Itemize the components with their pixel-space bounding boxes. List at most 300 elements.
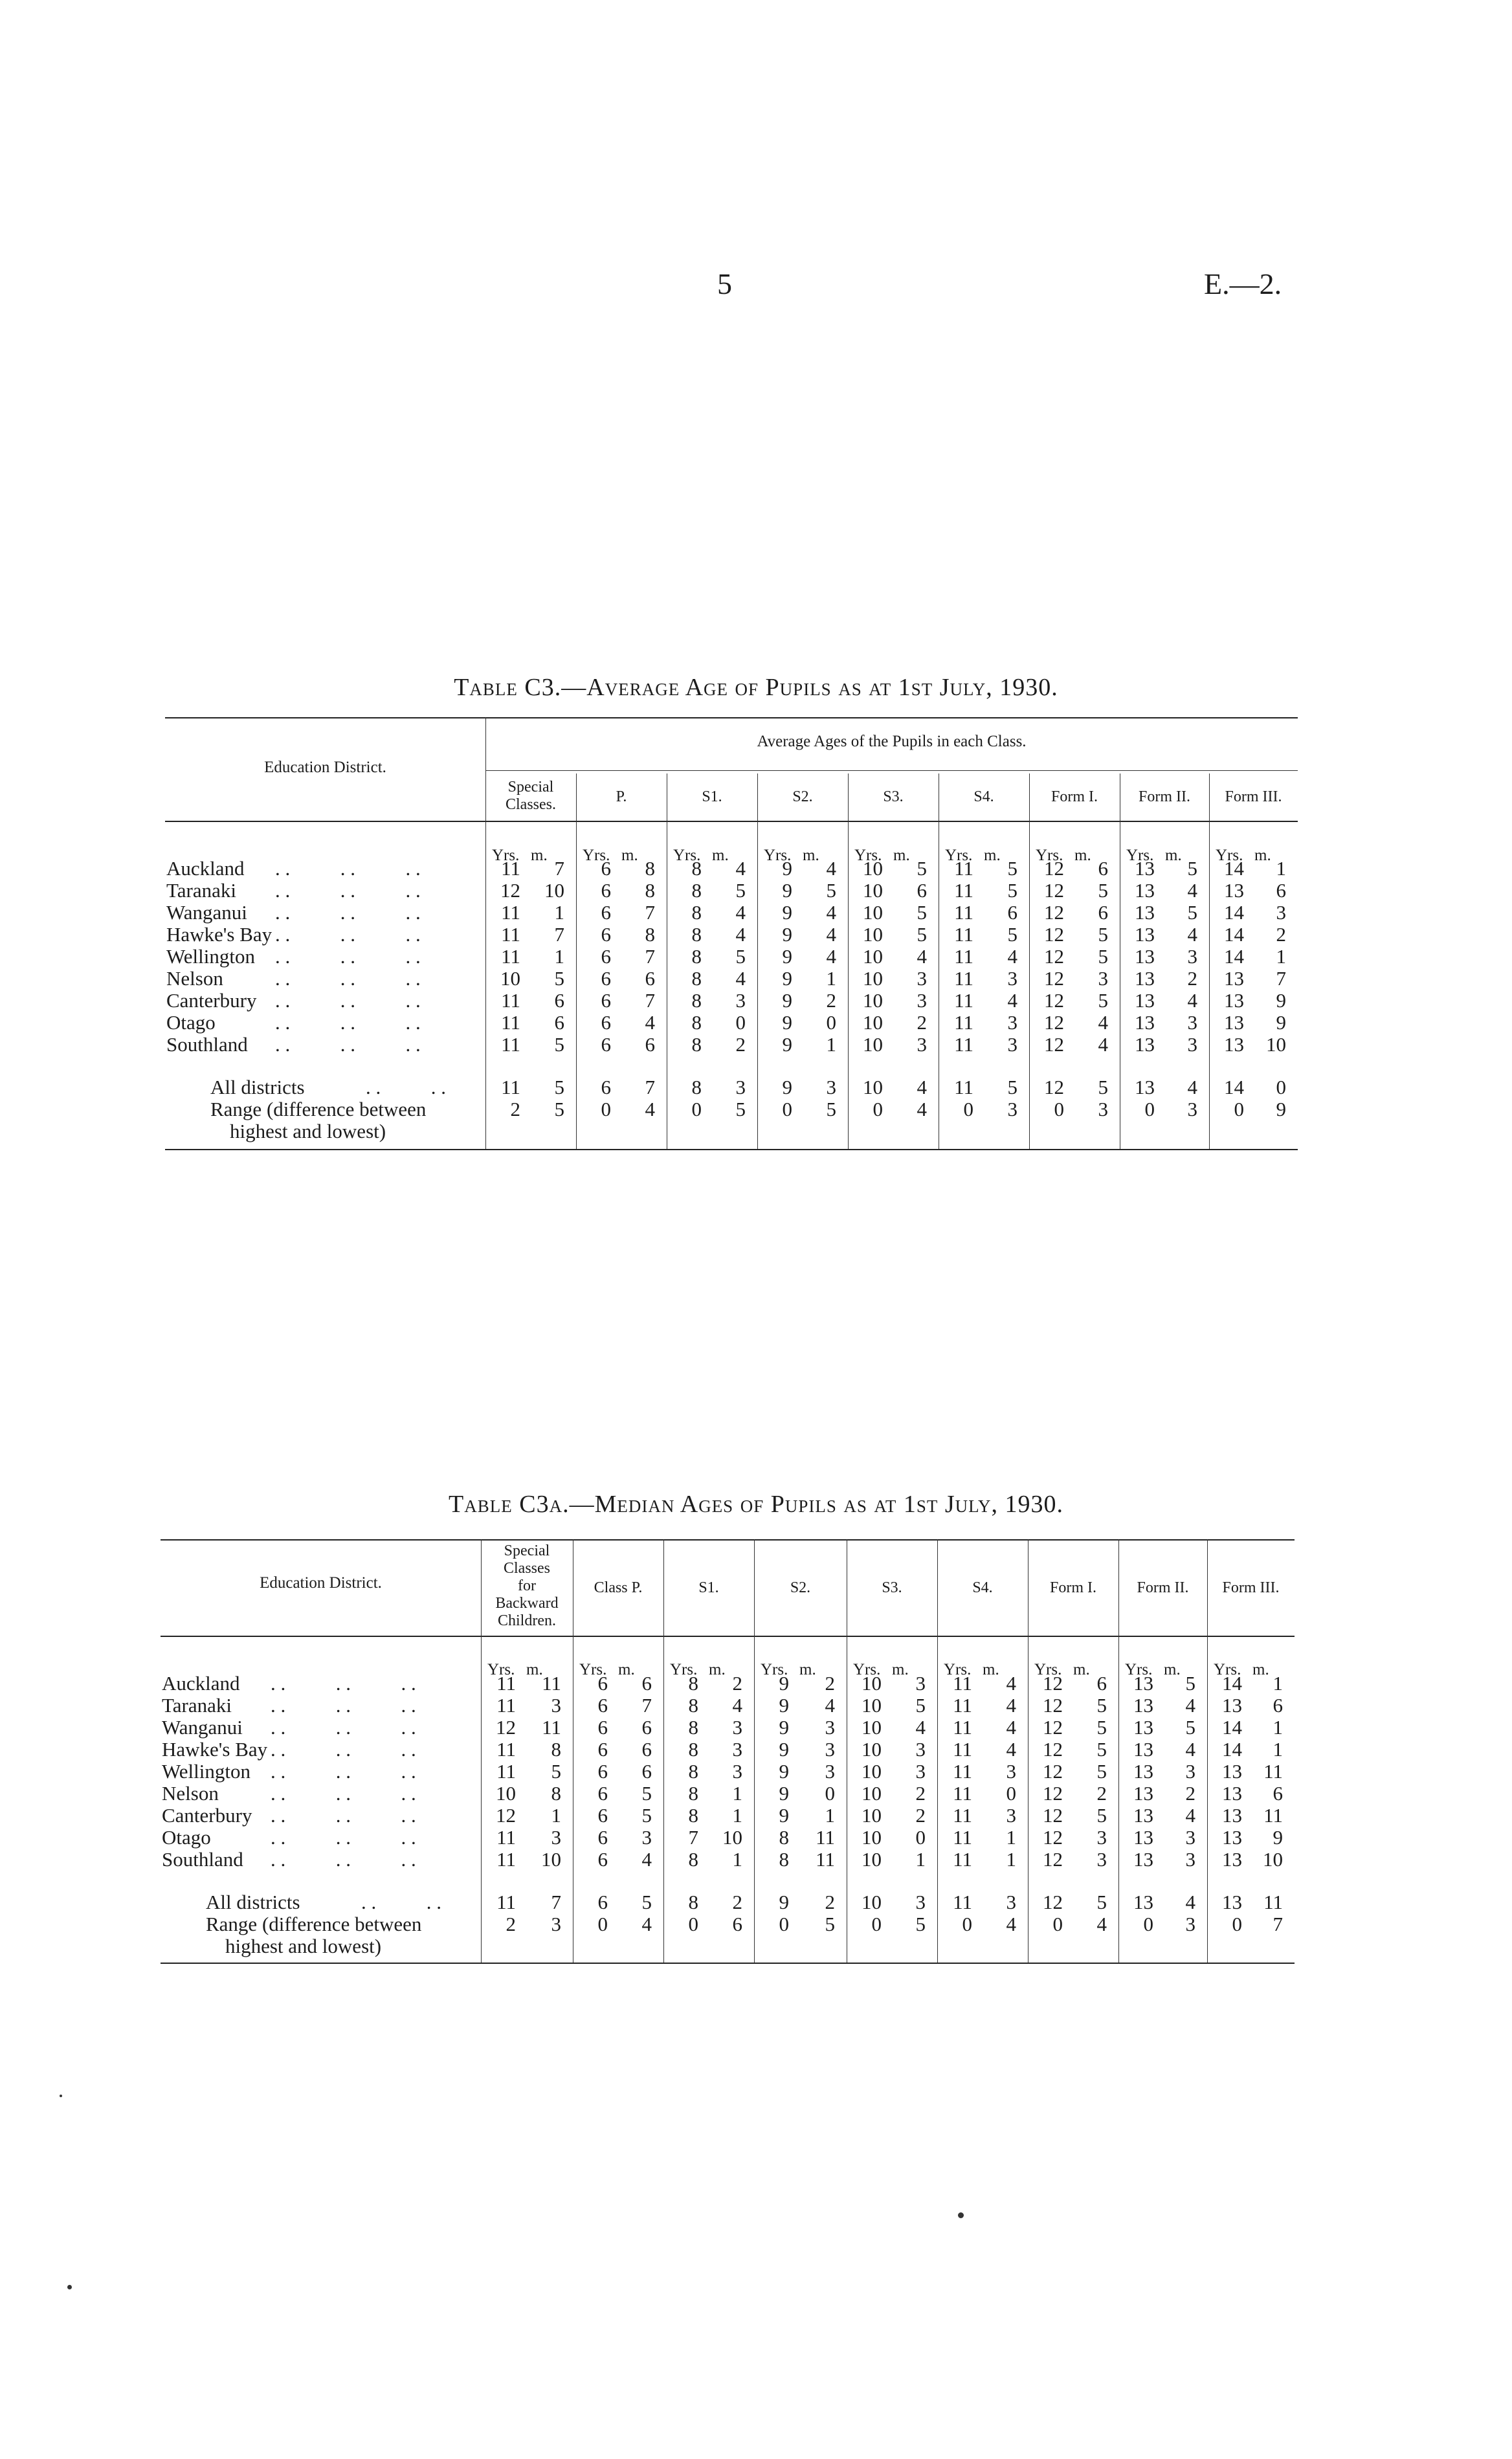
years-value: 10 [863, 945, 883, 968]
column-header [937, 1579, 1028, 1597]
months-value: 5 [1187, 901, 1197, 924]
months-value: 11 [1263, 1804, 1283, 1827]
years-value: 14 [1224, 923, 1244, 946]
years-value: 11 [953, 1804, 972, 1827]
column-divider [757, 773, 758, 1149]
months-value: 3 [732, 1760, 742, 1783]
months-value: 5 [735, 879, 746, 902]
column-header [1120, 788, 1209, 806]
months-value: 5 [826, 1098, 836, 1120]
column-header-line: S2. [792, 788, 813, 805]
district-name: Hawke's Bay [166, 923, 272, 946]
months-value: 6 [1096, 1672, 1107, 1695]
unit-years: Yrs. [944, 1661, 972, 1678]
years-value: 0 [1143, 1913, 1153, 1935]
column-header [1209, 788, 1298, 806]
years-value: 8 [691, 901, 702, 924]
scan-speck [60, 2095, 62, 2097]
district-name: Otago [162, 1826, 211, 1849]
leader-dots: . . . . . . [275, 923, 421, 946]
months-value: 3 [917, 989, 927, 1012]
months-value: 5 [1096, 1694, 1107, 1717]
months-value: 9 [1276, 989, 1286, 1012]
months-value: 0 [735, 1011, 746, 1034]
years-value: 9 [779, 1804, 789, 1827]
page-code: E.—2. [1204, 267, 1282, 300]
months-value: 3 [1185, 1826, 1195, 1849]
years-value: 12 [500, 879, 520, 902]
leader-dots: . . . . . . [271, 1694, 416, 1717]
years-value: 13 [1133, 1891, 1153, 1913]
months-value: 5 [1007, 879, 1017, 902]
months-value: 3 [732, 1716, 742, 1739]
years-value: 12 [1044, 1033, 1064, 1056]
months-value: 3 [915, 1672, 926, 1695]
months-value: 6 [1098, 857, 1108, 880]
months-value: 2 [1276, 923, 1286, 946]
months-value: 5 [1098, 923, 1108, 946]
months-value: 3 [1098, 1098, 1108, 1120]
unit-months: m. [1164, 1661, 1181, 1678]
years-value: 9 [782, 967, 792, 990]
bottom-rule [165, 1149, 1298, 1150]
leader-dots: . . . . . . [275, 1011, 421, 1034]
months-value: 1 [1273, 1672, 1283, 1695]
months-value: 1 [1276, 857, 1286, 880]
months-value: 6 [1007, 901, 1017, 924]
months-value: 4 [1185, 1694, 1195, 1717]
months-value: 2 [915, 1804, 926, 1827]
top-rule [165, 717, 1298, 718]
years-value: 6 [597, 1760, 608, 1783]
unit-months: m. [531, 847, 548, 864]
months-value: 5 [641, 1804, 652, 1827]
months-value: 5 [554, 967, 564, 990]
district-name: Hawke's Bay [162, 1738, 268, 1761]
months-value: 6 [645, 1033, 655, 1056]
years-value: 6 [597, 1738, 608, 1761]
column-header-line: S4. [972, 1579, 993, 1596]
months-value: 4 [735, 857, 746, 880]
months-value: 7 [1276, 967, 1286, 990]
years-value: 11 [954, 901, 973, 924]
months-value: 5 [735, 1098, 746, 1120]
months-value: 2 [732, 1672, 742, 1695]
months-value: 7 [554, 857, 564, 880]
unit-months: m. [799, 1661, 816, 1678]
years-value: 8 [688, 1694, 698, 1717]
years-value: 10 [863, 1033, 883, 1056]
months-value: 3 [1187, 1011, 1197, 1034]
years-value: 6 [597, 1891, 608, 1913]
months-value: 3 [1276, 901, 1286, 924]
years-value: 11 [496, 1760, 516, 1783]
years-value: 8 [691, 1011, 702, 1034]
months-value: 4 [1006, 1913, 1016, 1935]
months-value: 2 [825, 1891, 835, 1913]
months-value: 2 [825, 1672, 835, 1695]
years-value: 13 [1133, 1782, 1153, 1805]
years-value: 12 [1043, 1760, 1063, 1783]
years-value: 14 [1224, 1076, 1244, 1098]
months-value: 6 [641, 1738, 652, 1761]
months-value: 5 [825, 1913, 835, 1935]
years-value: 10 [862, 1760, 882, 1783]
years-value: 10 [862, 1848, 882, 1871]
years-value: 12 [1043, 1891, 1063, 1913]
header-rule [161, 1636, 1295, 1637]
years-value: 6 [597, 1672, 608, 1695]
years-value: 13 [1135, 945, 1155, 968]
months-value: 1 [826, 1033, 836, 1056]
years-value: 10 [496, 1782, 516, 1805]
district-name: Wanganui [166, 901, 247, 924]
years-value: 13 [1135, 967, 1155, 990]
top-rule [161, 1539, 1295, 1541]
scan-speck [958, 2212, 964, 2218]
years-value: 13 [1135, 857, 1155, 880]
years-value: 6 [601, 967, 611, 990]
months-value: 9 [1276, 1098, 1286, 1120]
leader-dots: . . . . . . [275, 857, 421, 880]
months-value: 2 [1096, 1782, 1107, 1805]
column-header-line: Form I. [1050, 1579, 1096, 1596]
column-header [848, 788, 939, 806]
months-value: 4 [826, 901, 836, 924]
years-value: 9 [779, 1782, 789, 1805]
column-header-line: Classes [504, 1560, 550, 1577]
months-value: 4 [826, 923, 836, 946]
years-value: 9 [782, 857, 792, 880]
years-value: 8 [688, 1804, 698, 1827]
months-value: 3 [917, 967, 927, 990]
leader-dots: . . . . . . [271, 1716, 416, 1739]
district-name: Taranaki [166, 879, 236, 902]
years-value: 11 [953, 1826, 972, 1849]
years-value: 11 [954, 1033, 973, 1056]
months-value: 4 [1187, 923, 1197, 946]
months-value: 2 [917, 1011, 927, 1034]
column-header [939, 788, 1029, 806]
years-value: 8 [688, 1738, 698, 1761]
months-value: 10 [722, 1826, 742, 1849]
years-value: 11 [954, 857, 973, 880]
column-header-line: Backward [495, 1595, 559, 1612]
scan-speck [67, 2285, 72, 2289]
unit-years: Yrs. [854, 847, 882, 864]
years-value: 6 [601, 1076, 611, 1098]
column-header [576, 788, 667, 806]
district-name: Wanganui [162, 1716, 243, 1739]
unit-months: m. [712, 847, 729, 864]
months-value: 11 [542, 1716, 561, 1739]
years-value: 9 [779, 1672, 789, 1695]
months-value: 5 [641, 1891, 652, 1913]
district-name: Canterbury [166, 989, 257, 1012]
months-value: 7 [1273, 1913, 1283, 1935]
months-value: 3 [1185, 1848, 1195, 1871]
years-value: 0 [688, 1913, 698, 1935]
years-value: 8 [688, 1891, 698, 1913]
column-header [573, 1579, 663, 1597]
column-header [481, 1542, 573, 1630]
years-value: 8 [688, 1848, 698, 1871]
years-value: 12 [496, 1716, 516, 1739]
years-value: 13 [1224, 1033, 1244, 1056]
unit-years: Yrs. [1126, 847, 1154, 864]
months-value: 6 [641, 1716, 652, 1739]
months-value: 4 [826, 857, 836, 880]
leader-dots: . . . . . . [275, 989, 421, 1012]
column-header-line: for [518, 1577, 536, 1594]
months-value: 3 [1006, 1891, 1016, 1913]
months-value: 3 [825, 1738, 835, 1761]
years-value: 6 [597, 1848, 608, 1871]
unit-years: Yrs. [1214, 1661, 1241, 1678]
years-value: 8 [691, 989, 702, 1012]
years-value: 10 [863, 1076, 883, 1098]
years-value: 11 [953, 1694, 972, 1717]
years-value: 9 [782, 879, 792, 902]
years-value: 12 [1043, 1716, 1063, 1739]
months-value: 5 [554, 1033, 564, 1056]
months-value: 4 [1006, 1738, 1016, 1761]
years-value: 0 [601, 1098, 611, 1120]
months-value: 5 [554, 1098, 564, 1120]
years-value: 6 [601, 923, 611, 946]
months-value: 5 [1187, 857, 1197, 880]
months-value: 5 [917, 923, 927, 946]
years-value: 6 [597, 1826, 608, 1849]
years-value: 6 [597, 1804, 608, 1827]
table-title [0, 673, 1512, 702]
unit-months: m. [1254, 847, 1271, 864]
months-value: 8 [645, 923, 655, 946]
months-value: 5 [1096, 1738, 1107, 1761]
unit-years: Yrs. [853, 1661, 881, 1678]
months-value: 3 [917, 1033, 927, 1056]
district-name: Southland [166, 1033, 248, 1056]
months-value: 3 [551, 1826, 561, 1849]
years-value: 2 [510, 1098, 520, 1120]
years-value: 0 [782, 1098, 792, 1120]
unit-years: Yrs. [1125, 1661, 1153, 1678]
column-header-line: S1. [702, 788, 722, 805]
leader-dots: . . . . . . [275, 1033, 421, 1056]
years-value: 13 [1135, 901, 1155, 924]
months-value: 1 [732, 1804, 742, 1827]
years-value: 14 [1224, 901, 1244, 924]
district-header: Education District. [264, 759, 386, 776]
years-value: 10 [862, 1804, 882, 1827]
district-name: Southland [162, 1848, 243, 1871]
years-value: 10 [862, 1694, 882, 1717]
column-divider [848, 773, 849, 1149]
years-value: 12 [1044, 857, 1064, 880]
years-value: 10 [862, 1782, 882, 1805]
years-value: 10 [862, 1826, 882, 1849]
years-value: 11 [501, 1076, 520, 1098]
column-divider [1029, 773, 1030, 1149]
page-number: 5 [717, 267, 732, 300]
years-value: 11 [954, 879, 973, 902]
column-divider [663, 1539, 664, 1963]
months-value: 1 [1273, 1738, 1283, 1761]
months-value: 6 [1276, 879, 1286, 902]
years-value: 13 [1222, 1782, 1242, 1805]
years-value: 10 [500, 967, 520, 990]
months-value: 1 [551, 1804, 561, 1827]
unit-months: m. [709, 1661, 726, 1678]
years-value: 11 [501, 923, 520, 946]
years-value: 12 [1044, 945, 1064, 968]
months-value: 1 [1006, 1826, 1016, 1849]
months-value: 1 [1276, 945, 1286, 968]
months-value: 7 [554, 923, 564, 946]
years-value: 8 [691, 967, 702, 990]
months-value: 6 [554, 989, 564, 1012]
months-value: 5 [1007, 1076, 1017, 1098]
unit-years: Yrs. [1036, 847, 1063, 864]
years-value: 0 [1234, 1098, 1244, 1120]
district-name: Taranaki [162, 1694, 232, 1717]
column-header-line: Special [504, 1542, 550, 1559]
months-value: 11 [1263, 1760, 1283, 1783]
years-value: 11 [954, 967, 973, 990]
months-value: 0 [1276, 1076, 1286, 1098]
years-value: 9 [779, 1891, 789, 1913]
years-value: 12 [1043, 1804, 1063, 1827]
years-value: 13 [1222, 1826, 1242, 1849]
years-value: 9 [782, 945, 792, 968]
years-value: 12 [496, 1804, 516, 1827]
years-value: 12 [1043, 1782, 1063, 1805]
years-value: 13 [1135, 923, 1155, 946]
years-value: 13 [1224, 879, 1244, 902]
months-value: 1 [732, 1782, 742, 1805]
unit-years: Yrs. [487, 1661, 515, 1678]
years-value: 11 [953, 1891, 972, 1913]
district-name: Auckland [162, 1672, 240, 1695]
years-value: 11 [496, 1738, 516, 1761]
years-value: 14 [1222, 1672, 1242, 1695]
column-header [847, 1579, 937, 1597]
months-value: 1 [1006, 1848, 1016, 1871]
months-value: 5 [1096, 1804, 1107, 1827]
months-value: 5 [826, 879, 836, 902]
unit-months: m. [892, 1661, 909, 1678]
months-value: 7 [551, 1891, 561, 1913]
years-value: 8 [691, 879, 702, 902]
column-header [485, 779, 576, 814]
column-header-line: Special [507, 779, 554, 796]
years-value: 11 [954, 1011, 973, 1034]
years-value: 10 [863, 989, 883, 1012]
leader-dots: . . . . . . [271, 1738, 416, 1761]
months-value: 3 [1187, 1098, 1197, 1120]
column-header-line: Form III. [1225, 788, 1282, 805]
months-value: 3 [915, 1891, 926, 1913]
months-value: 2 [915, 1782, 926, 1805]
years-value: 13 [1222, 1694, 1242, 1717]
months-value: 4 [1187, 879, 1197, 902]
column-header-line: S3. [883, 788, 904, 805]
leader-dots: . . . . . . [275, 901, 421, 924]
district-name: Nelson [162, 1782, 219, 1805]
months-value: 1 [825, 1804, 835, 1827]
months-value: 6 [732, 1913, 742, 1935]
column-header [754, 1579, 847, 1597]
months-value: 0 [826, 1011, 836, 1034]
months-value: 1 [732, 1848, 742, 1871]
months-value: 3 [1185, 1760, 1195, 1783]
months-value: 3 [551, 1913, 561, 1935]
leader-dots: . . . . . . [271, 1782, 416, 1805]
years-value: 0 [873, 1098, 883, 1120]
months-value: 10 [541, 1848, 561, 1871]
months-value: 4 [1187, 989, 1197, 1012]
months-value: 0 [1006, 1782, 1016, 1805]
months-value: 7 [645, 1076, 655, 1098]
months-value: 7 [641, 1694, 652, 1717]
years-value: 9 [779, 1716, 789, 1739]
months-value: 4 [1187, 1076, 1197, 1098]
column-header-line: Classes. [506, 796, 556, 813]
years-value: 11 [954, 923, 973, 946]
leader-dots: . . . . [361, 1891, 441, 1913]
months-value: 6 [641, 1760, 652, 1783]
months-value: 4 [1006, 1716, 1016, 1739]
unit-years: Yrs. [764, 847, 792, 864]
months-value: 6 [645, 967, 655, 990]
years-value: 13 [1133, 1826, 1153, 1849]
leader-dots: . . . . . . [271, 1826, 416, 1849]
years-value: 13 [1222, 1760, 1242, 1783]
bottom-rule [161, 1963, 1295, 1964]
unit-years: Yrs. [673, 847, 701, 864]
column-header-line: P. [616, 788, 627, 805]
months-value: 7 [645, 945, 655, 968]
months-value: 7 [645, 989, 655, 1012]
years-value: 8 [691, 857, 702, 880]
unit-years: Yrs. [583, 847, 610, 864]
years-value: 13 [1224, 1011, 1244, 1034]
leader-dots: . . . . [366, 1076, 446, 1098]
years-value: 0 [1144, 1098, 1155, 1120]
years-value: 13 [1224, 989, 1244, 1012]
years-value: 0 [963, 1098, 973, 1120]
span-rule [485, 770, 1298, 771]
years-value: 12 [1044, 901, 1064, 924]
years-value: 13 [1224, 967, 1244, 990]
years-value: 8 [688, 1672, 698, 1695]
years-value: 11 [501, 989, 520, 1012]
years-value: 11 [953, 1848, 972, 1871]
years-value: 9 [782, 923, 792, 946]
months-value: 2 [735, 1033, 746, 1056]
leader-dots: . . . . . . [271, 1804, 416, 1827]
months-value: 4 [735, 967, 746, 990]
months-value: 5 [1185, 1716, 1195, 1739]
column-header [1118, 1579, 1207, 1597]
months-value: 2 [1185, 1782, 1195, 1805]
months-value: 11 [816, 1848, 835, 1871]
table-title-text: Median Ages of Pupils as at 1st July, 1930. [594, 1491, 1063, 1518]
unit-years: Yrs. [761, 1661, 788, 1678]
months-value: 2 [826, 989, 836, 1012]
months-value: 3 [1007, 1011, 1017, 1034]
months-value: 5 [735, 945, 746, 968]
